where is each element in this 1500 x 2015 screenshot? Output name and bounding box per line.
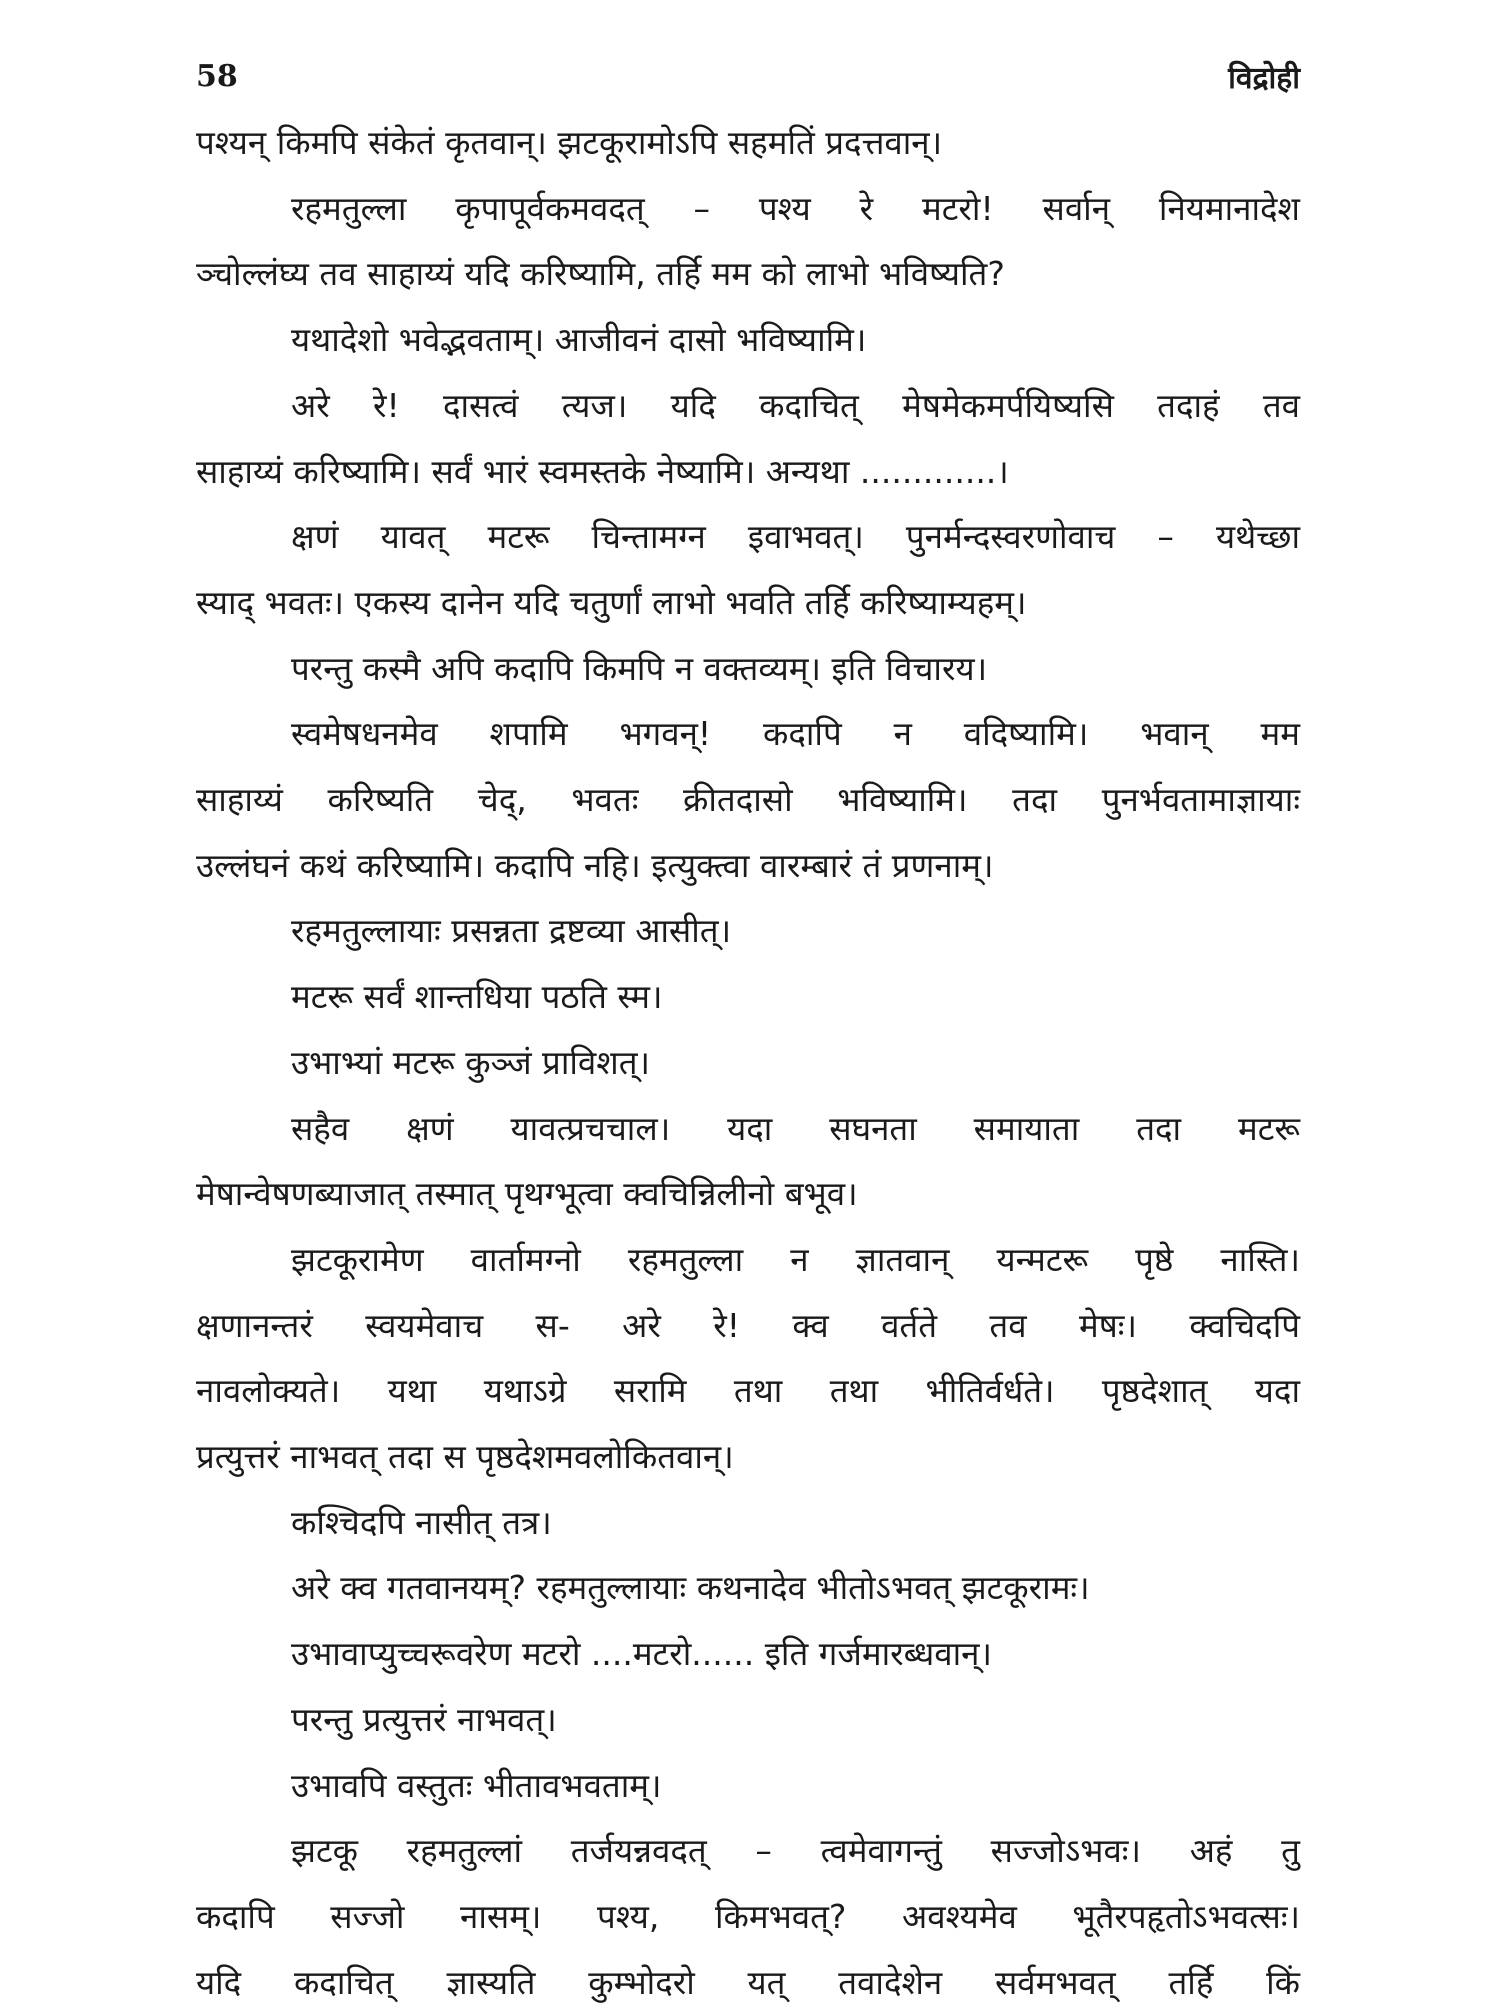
text-line: मेषान्वेषणब्याजात् तस्मात् पृथग्भूत्वा क्वचिन्निलीनो बभूव। — [196, 1174, 858, 1214]
text-line: झटकूरामेण वार्तामग्नो रहमतुल्ला न ज्ञातवान् यन्मटरू पृष्ठे नास्ति। — [291, 1239, 1300, 1279]
text-line: अरे क्व गतवानयम्? रहमतुल्लायाः कथनादेव भीतोऽभवत् झटकूरामः। — [291, 1568, 1090, 1608]
text-line: मटरू सर्वं शान्तधिया पठति स्म। — [291, 977, 663, 1017]
text-line: क्षणं यावत् मटरू चिन्तामग्न इवाभवत्। पुनर्मन्दस्वरणोवाच – यथेच्छा — [291, 517, 1300, 557]
text-line: पश्यन् किमपि संकेतं कृतवान्। झटकूरामोऽपि सहमतिं प्रदत्तवान्। — [196, 123, 943, 162]
text-line: साहाय्यं करिष्यामि। सर्वं भारं स्वमस्तके नेष्यामि। अन्यथा .............। — [196, 451, 1009, 491]
text-line: उभावाप्युच्चरूवरेण मटरो ....मटरो...... इति गर्जमारब्धवान्। — [291, 1634, 992, 1674]
text-line: रहमतुल्लायाः प्रसन्नता द्रष्टव्या आसीत्। — [291, 911, 732, 951]
text-line: प्रत्युत्तरं नाभवत् तदा स पृष्ठदेशमवलोकितवान्। — [196, 1437, 734, 1477]
text-line: यथादेशो भवेद्भवताम्। आजीवनं दासो भविष्यामि। — [291, 320, 867, 360]
text-line: सहैव क्षणं यावत्प्रचचाल। यदा सघनता समायाता तदा मटरू — [291, 1108, 1300, 1148]
text-line: स्वमेषधनमेव शपामि भगवन्! कदापि न वदिष्यामि। भवान् मम — [291, 714, 1300, 754]
text-line: स्याद् भवतः। एकस्य दानेन यदि चतुर्णां लाभो भवति तर्हि करिष्याम्यहम्। — [196, 582, 1027, 622]
text-line: उभावपि वस्तुतः भीतावभवताम्। — [291, 1765, 662, 1805]
page-header — [196, 52, 1300, 100]
text-line: ञ्चोल्लंघ्य तव साहाय्यं यदि करिष्यामि, तर्हि मम को लाभो भविष्यति? — [196, 254, 1005, 294]
text-line: क्षणानन्तरं स्वयमेवाच स- अरे रे! क्व वर्तते तव मेषः। क्वचिदपि — [196, 1305, 1300, 1345]
text-line: उल्लंघनं कथं करिष्यामि। कदापि नहि। इत्युक्त्वा वारम्बारं तं प्रणनाम्। — [196, 845, 994, 885]
text-line: परन्तु कस्मै अपि कदापि किमपि न वक्तव्यम्। इति विचारय। — [291, 648, 988, 688]
text-line: अरे रे! दासत्वं त्यज। यदि कदाचित् मेषमेकमर्पयिष्यसि तदाहं तव — [291, 385, 1300, 425]
running-title: विद्रोही — [1228, 60, 1300, 96]
text-line: उभाभ्यां मटरू कुञ्जं प्राविशत्। — [291, 1042, 651, 1082]
body-text — [196, 110, 1300, 2015]
text-line: परन्तु प्रत्युत्तरं नाभवत्। — [291, 1699, 557, 1739]
text-line: साहाय्यं करिष्यति चेद्, भवतः क्रीतदासो भविष्यामि। तदा पुनर्भवतामाज्ञायाः — [196, 780, 1300, 820]
text-line: यदि कदाचित् ज्ञास्यति कुम्भोदरो यत् तवादेशेन सर्वमभवत् तर्हि किं — [196, 1962, 1300, 2002]
text-line: झटकू रहमतुल्लां तर्जयन्नवदत् – त्वमेवागन्तुं सज्जोऽभवः। अहं तु — [291, 1831, 1300, 1871]
text-line: कश्चिदपि नासीत् तत्र। — [291, 1502, 552, 1542]
page-number: 58 — [196, 58, 238, 94]
text-line: नावलोक्यते। यथा यथाऽग्रे सरामि तथा तथा भीतिर्वर्धते। पृष्ठदेशात् यदा — [196, 1371, 1300, 1411]
text-line: रहमतुल्ला कृपापूर्वकमवदत् – पश्य रे मटरो! सर्वान् नियमानादेश — [291, 188, 1300, 228]
text-line: कदापि सज्जो नासम्। पश्य, किमभवत्? अवश्यमेव भूतैरपहृतोऽभवत्सः। — [196, 1896, 1300, 1936]
